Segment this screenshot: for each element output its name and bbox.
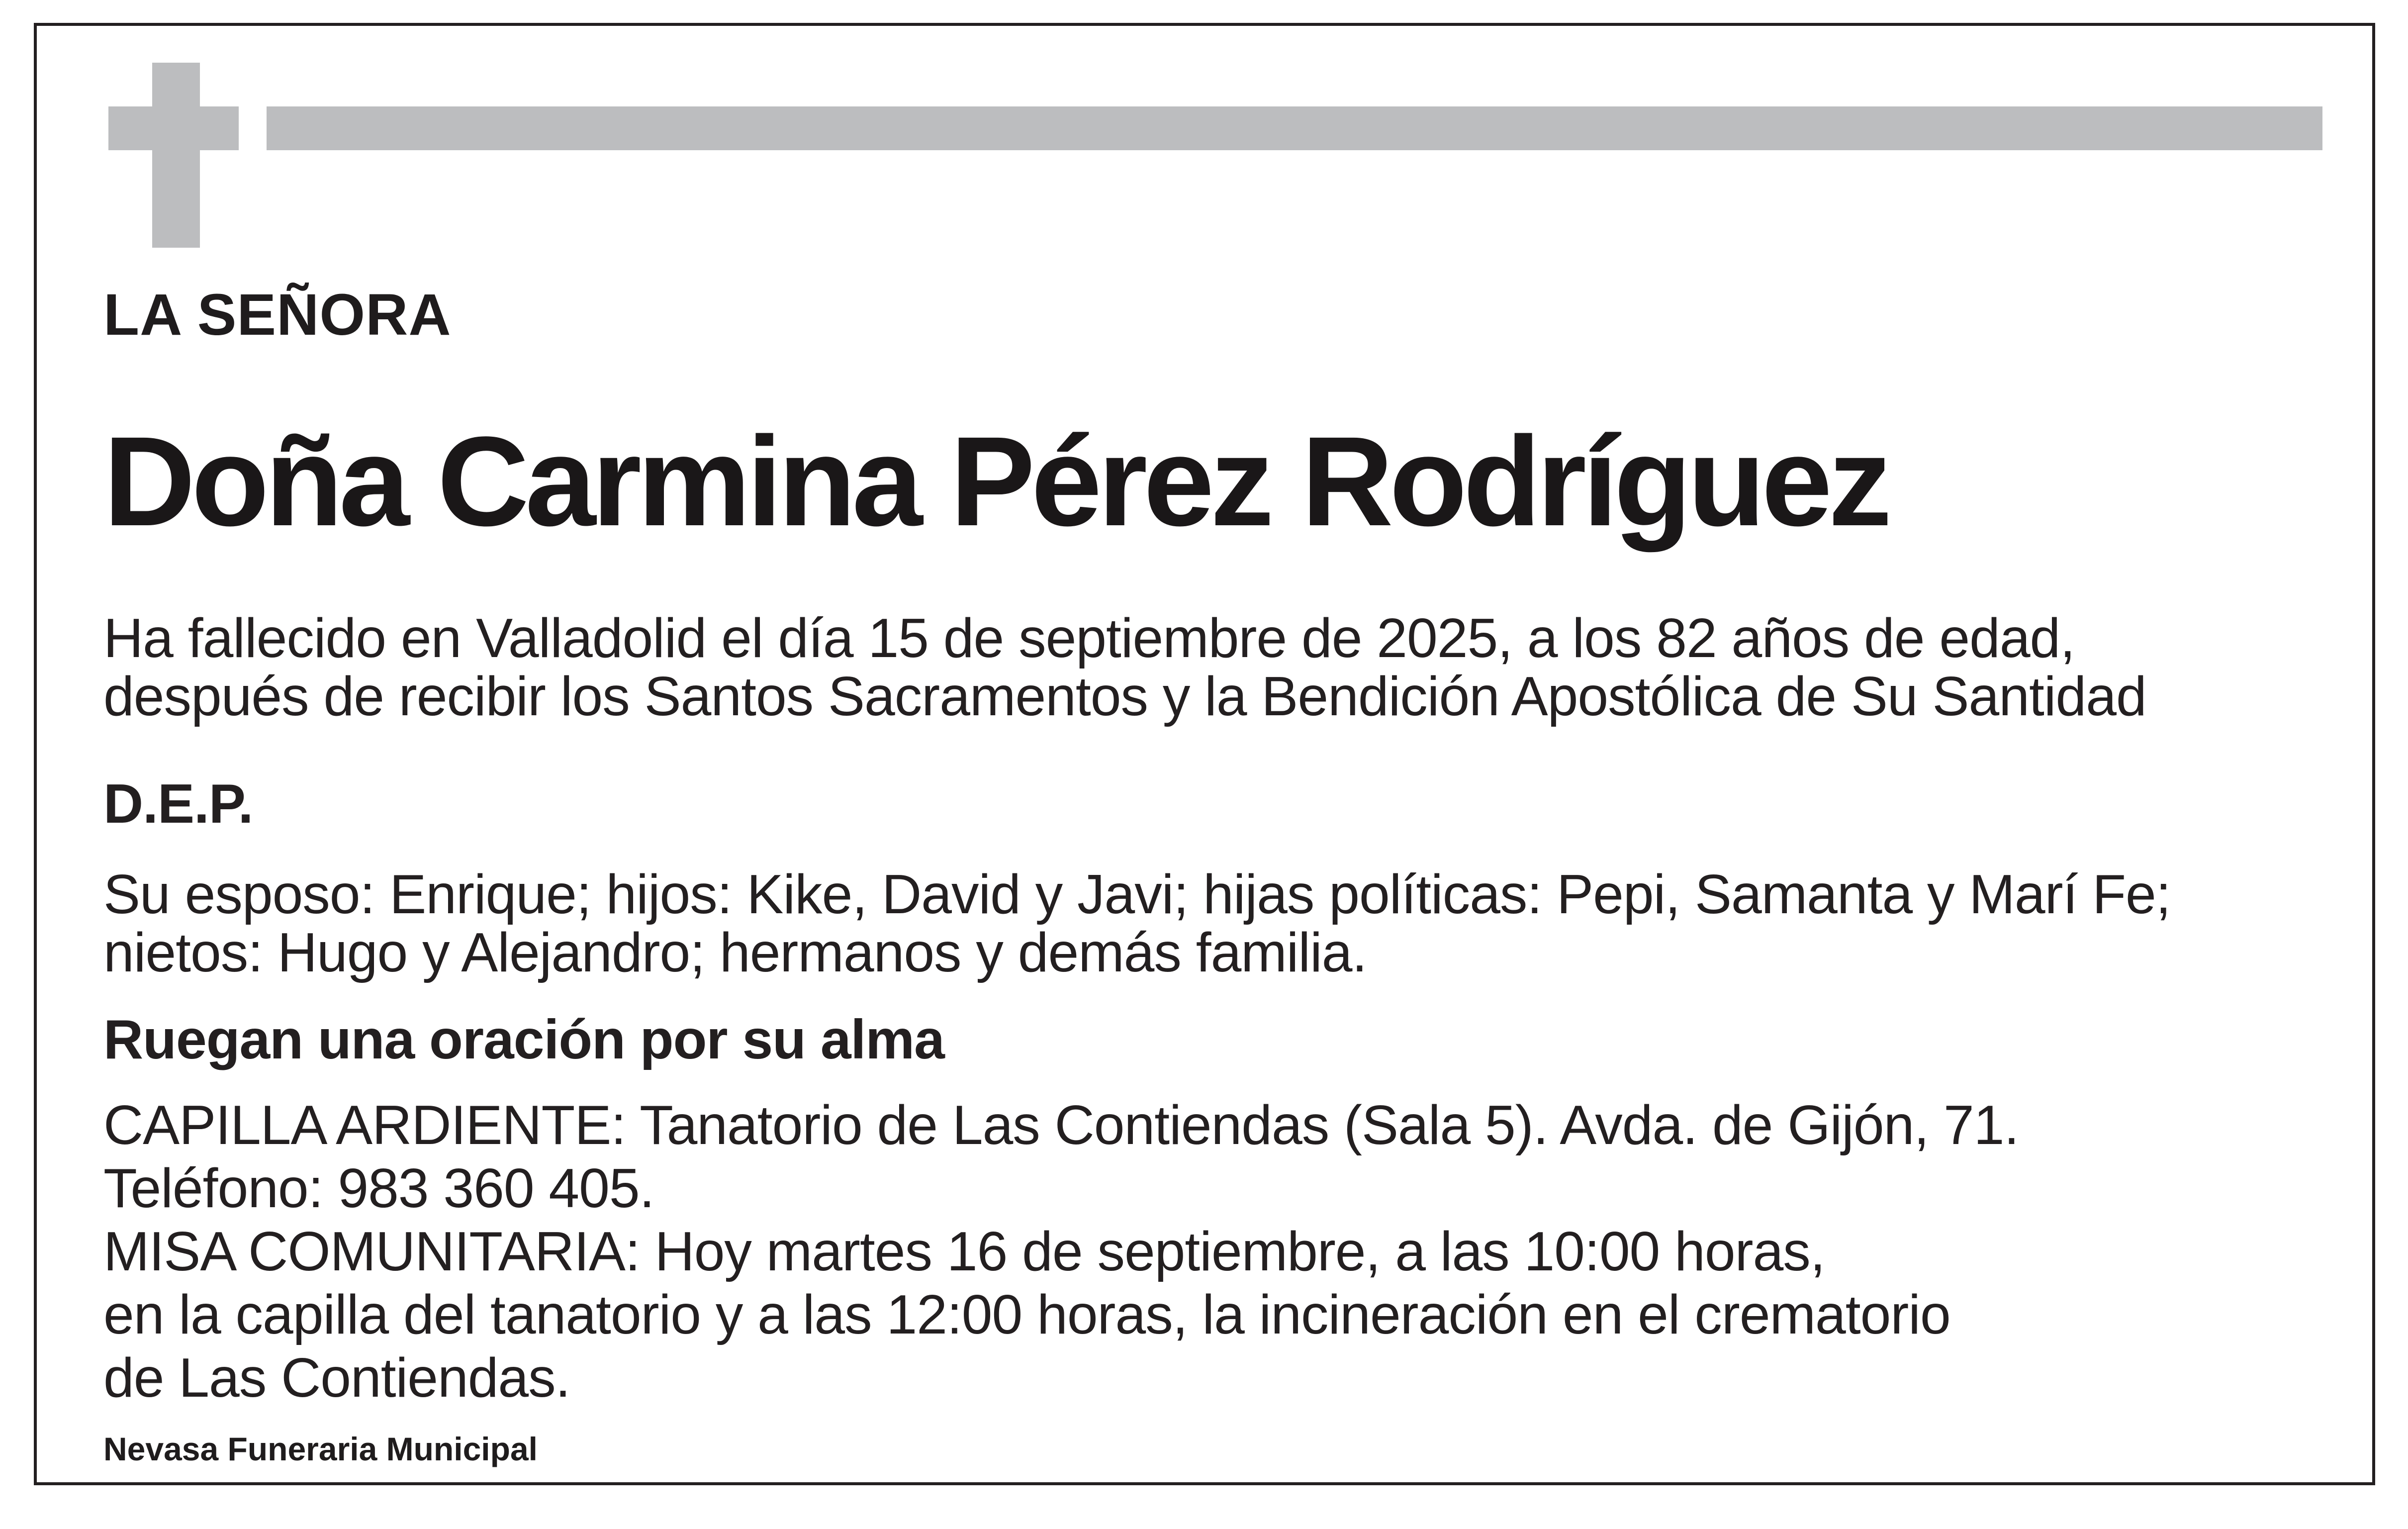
details-line-1: CAPILLA ARDIENTE: Tanatorio de Las Contiendas (Sala 5). Avda. de Gijón, 71. (103, 1094, 2019, 1156)
family-line-2: nietos: Hugo y Alejandro; hermanos y demás familia. (103, 922, 1367, 983)
announcement-line-2: después de recibir los Santos Sacramentos y la Bendición Apostólica de Su Santidad (103, 666, 2146, 727)
details-line-5: de Las Contiendas. (103, 1347, 570, 1409)
details-line-3: MISA COMUNITARIA: Hoy martes 16 de septiembre, a las 10:00 horas, (103, 1221, 1825, 1282)
details-line-2: Teléfono: 983 360 405. (103, 1157, 654, 1219)
title-prefix: LA SEÑORA (103, 282, 452, 348)
cross-icon (152, 63, 200, 248)
funeral-home-name: Nevasa Funeraria Municipal (103, 1431, 538, 1467)
family-line-1: Su esposo: Enrique; hijos: Kike, David y Javi; hijas políticas: Pepi, Samanta y Marí Fe; (103, 863, 2171, 925)
prayer-request: Ruegan una oración por su alma (103, 1009, 944, 1070)
announcement-line-1: Ha fallecido en Valladolid el día 15 de septiembre de 2025, a los 82 años de edad, (103, 607, 2075, 669)
deceased-name: Doña Carmina Pérez Rodríguez (103, 410, 1888, 553)
details-line-4: en la capilla del tanatorio y a las 12:00 horas, la incineración en el crematorio (103, 1284, 1950, 1345)
header-rule (267, 106, 2322, 150)
cross-icon-arm (108, 106, 239, 150)
dep-abbreviation: D.E.P. (103, 773, 253, 835)
